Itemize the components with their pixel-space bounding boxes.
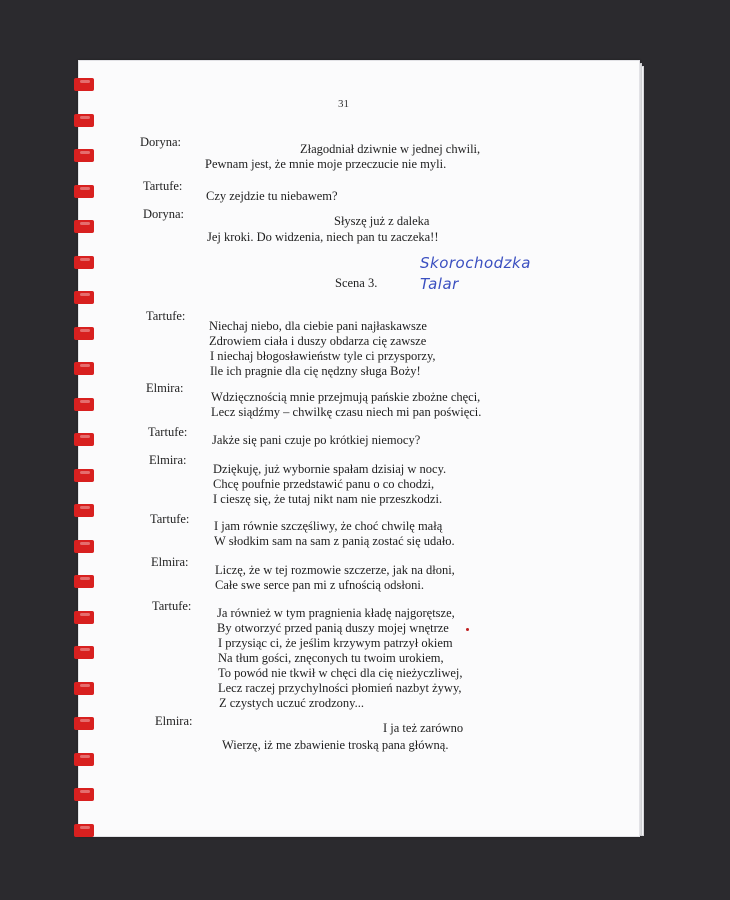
dialogue-line: Lecz siądźmy – chwilkę czasu niech mi pan poświęci. bbox=[211, 405, 482, 419]
binding-ring bbox=[74, 362, 94, 375]
dialogue-line: Czy zejdzie tu niebawem? bbox=[206, 189, 338, 203]
spiral-binding bbox=[74, 0, 104, 900]
binding-ring bbox=[74, 398, 94, 411]
dialogue-line: Z czystych uczuć zrodzony... bbox=[219, 696, 364, 710]
dialogue-line: Ja również w tym pragnienia kładę najgorętsze, bbox=[217, 606, 455, 620]
dialogue-line: I jam równie szczęśliwy, że choć chwilę małą bbox=[214, 519, 443, 533]
speaker-label: Doryna: bbox=[140, 135, 181, 149]
dialogue-line: I przysiąc ci, że jeślim krzywym patrzył okiem bbox=[218, 636, 453, 650]
binding-ring bbox=[74, 611, 94, 624]
binding-ring bbox=[74, 291, 94, 304]
binding-ring bbox=[74, 504, 94, 517]
speaker-label: Tartufe: bbox=[148, 425, 188, 439]
dialogue-line: I ja też zarówno bbox=[383, 721, 464, 735]
binding-ring bbox=[74, 540, 94, 553]
ink-dot bbox=[466, 628, 469, 631]
dialogue-line: Niechaj niebo, dla ciebie pani najłaskawsze bbox=[209, 319, 427, 333]
speaker-label: Elmira: bbox=[146, 381, 184, 395]
binding-ring bbox=[74, 327, 94, 340]
dialogue-line: Dziękuję, już wybornie spałam dzisiaj w nocy. bbox=[213, 462, 447, 476]
dialogue-line: Całe swe serce pan mi z ufnością odsłoni. bbox=[215, 578, 424, 592]
speaker-label: Tartufe: bbox=[150, 512, 190, 526]
binding-ring bbox=[74, 469, 94, 482]
binding-ring bbox=[74, 575, 94, 588]
binding-ring bbox=[74, 185, 94, 198]
speaker-label: Elmira: bbox=[155, 714, 193, 728]
binding-ring bbox=[74, 788, 94, 801]
dialogue-line: Pewnam jest, że mnie moje przeczucie nie myli. bbox=[205, 157, 447, 171]
dialogue-line: Jej kroki. Do widzenia, niech pan tu zaczeka!! bbox=[207, 230, 439, 244]
speaker-label: Tartufe: bbox=[152, 599, 192, 613]
dialogue-line: Wierzę, iż me zbawienie troską pana główną. bbox=[222, 738, 449, 752]
dialogue-line: Słyszę już z daleka bbox=[334, 214, 430, 228]
speaker-label: Doryna: bbox=[143, 207, 184, 221]
handwritten-note-line: Skorochodzka bbox=[420, 254, 531, 272]
dialogue-line: Zdrowiem ciała i duszy obdarza cię zawsze bbox=[209, 334, 427, 348]
dialogue-line: Lecz raczej przychylności płomień nazbyt żywy, bbox=[218, 681, 462, 695]
binding-ring bbox=[74, 114, 94, 127]
binding-ring bbox=[74, 646, 94, 659]
dialogue-line: W słodkim sam na sam z panią zostać się udało. bbox=[214, 534, 455, 548]
handwritten-note-line: Talar bbox=[420, 275, 459, 293]
binding-ring bbox=[74, 824, 94, 837]
speaker-label: Tartufe: bbox=[143, 179, 183, 193]
binding-ring bbox=[74, 717, 94, 730]
binding-ring bbox=[74, 220, 94, 233]
binding-ring bbox=[74, 78, 94, 91]
dialogue-line: I cieszę się, że tutaj nikt nam nie przeszkodzi. bbox=[213, 492, 443, 506]
scene-title: Scena 3. bbox=[335, 276, 378, 290]
dialogue-line: Ile ich pragnie dla cię nędzny sługa Boży! bbox=[210, 364, 421, 378]
binding-ring bbox=[74, 433, 94, 446]
speaker-label: Elmira: bbox=[151, 555, 189, 569]
page-number: 31 bbox=[338, 98, 349, 110]
speaker-label: Tartufe: bbox=[146, 309, 186, 323]
binding-ring bbox=[74, 149, 94, 162]
binding-ring bbox=[74, 753, 94, 766]
binding-ring bbox=[74, 682, 94, 695]
dialogue-line: By otworzyć przed panią duszy mojej wnętrze bbox=[217, 621, 449, 635]
binding-ring bbox=[74, 256, 94, 269]
dialogue-line: Na tłum gości, znęconych tu twoim urokiem, bbox=[218, 651, 444, 665]
dialogue-line: I niechaj błogosławieństw tyle ci przysporzy, bbox=[210, 349, 436, 363]
dialogue-line: To powód nie tkwił w chęci dla cię nieżyczliwej, bbox=[218, 666, 463, 680]
speaker-label: Elmira: bbox=[149, 453, 187, 467]
dialogue-line: Złagodniał dziwnie w jednej chwili, bbox=[300, 142, 481, 156]
dialogue-line: Wdzięcznością mnie przejmują pańskie zbożne chęci, bbox=[211, 390, 481, 404]
dialogue-line: Liczę, że w tej rozmowie szczerze, jak na dłoni, bbox=[215, 563, 455, 577]
dialogue-line: Chcę poufnie przedstawić panu o co chodzi, bbox=[213, 477, 435, 491]
dialogue-line: Jakże się pani czuje po krótkiej niemocy? bbox=[212, 433, 421, 447]
